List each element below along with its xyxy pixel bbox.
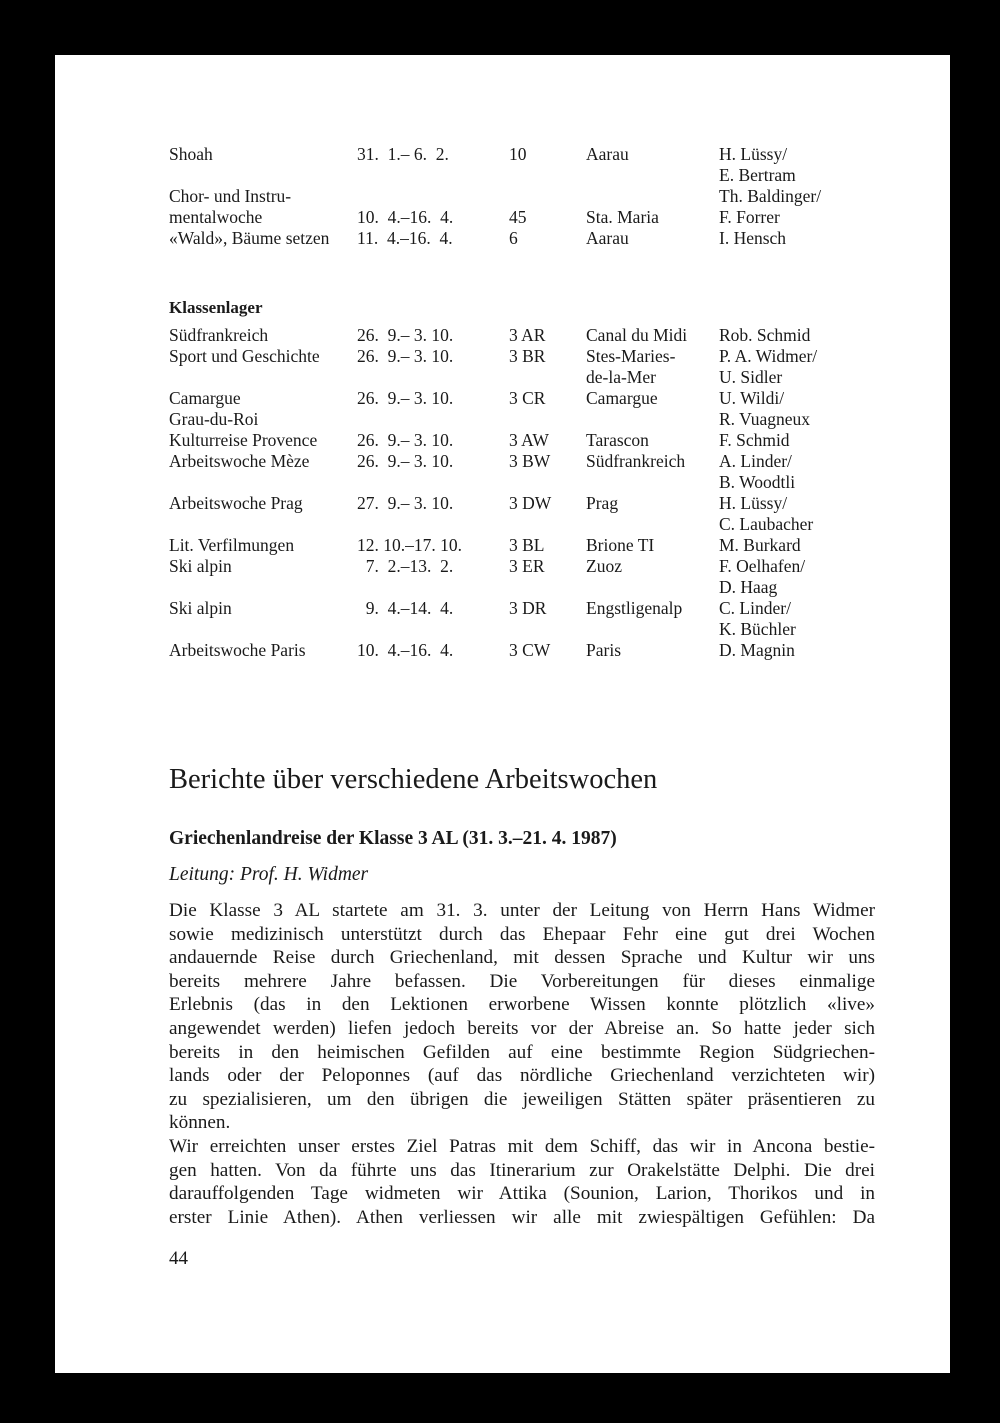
leader-name: F. Schmid [719, 430, 790, 450]
body-line: sowie medizinisch unterstützt durch das Ehepaar Fehr eine gut drei Wochen [169, 923, 875, 945]
table-row [169, 493, 889, 514]
section-title: Berichte über verschiedene Arbeitswochen [169, 764, 658, 795]
class-code: 3 DR [509, 598, 547, 618]
klassenlager-table [169, 325, 889, 661]
activity-name: Lit. Verfilmungen [169, 535, 295, 555]
date-range: 26. 9.– 3. 10. [357, 325, 454, 345]
leader-name: H. Lüssy/ [719, 493, 788, 513]
date-range: 26. 9.– 3. 10. [357, 451, 454, 471]
table-row [169, 186, 889, 207]
activity-name: Camargue [169, 388, 241, 408]
table-row [169, 472, 889, 493]
body-line: darauffolgenden Tage widmeten wir Attika (Sounion, Larion, Thorikos und in [169, 1183, 875, 1205]
body-line: Wir erreichten unser erstes Ziel Patras mit dem Schiff, das wir in Ancona bestie- [169, 1135, 875, 1157]
location: Brione TI [586, 535, 655, 555]
date-range: 27. 9.– 3. 10. [357, 493, 454, 513]
location: Tarascon [586, 430, 649, 450]
leader-name: R. Vuagneux [719, 409, 810, 429]
location: Canal du Midi [586, 325, 688, 345]
location: Engstligenalp [586, 598, 683, 618]
leader-name: F. Forrer [719, 207, 780, 227]
activity-name: Ski alpin [169, 556, 232, 576]
class-code: 3 CR [509, 388, 546, 408]
table-row [169, 619, 889, 640]
table-row [169, 207, 889, 228]
location: Südfrankreich [586, 451, 686, 471]
date-range: 10. 4.–16. 4. [357, 207, 454, 227]
location: Aarau [586, 228, 629, 248]
table-row [169, 228, 889, 249]
table-row [169, 535, 889, 556]
leader-name: A. Linder/ [719, 451, 792, 471]
leader-name: I. Hensch [719, 228, 787, 248]
activity-name: Arbeitswoche Mèze [169, 451, 310, 471]
leader-name: B. Woodtli [719, 472, 796, 492]
body-line: lands oder der Peloponnes (auf das nördliche Griechenland verzichteten wir) [169, 1065, 875, 1087]
body-line: bereits in den heimischen Gefilden auf eine bestimmte Region Südgriechen- [169, 1041, 875, 1063]
activity-table [169, 144, 889, 249]
date-range: 10. 4.–16. 4. [357, 640, 454, 660]
leader-name: D. Haag [719, 577, 778, 597]
date-range: 11. 4.–16. 4. [357, 228, 453, 248]
class-code: 3 CW [509, 640, 551, 660]
class-code: 3 BL [509, 535, 545, 555]
body-line: erster Linie Athen). Athen verliessen wir alle mit zwiespältigen Gefühlen: Da [169, 1206, 875, 1228]
body-line: angewendet werden) liefen jedoch bereits vor der Abreise an. So hatte jeder sich [169, 1017, 875, 1039]
location: Aarau [586, 144, 629, 164]
activity-name: «Wald», Bäume setzen [169, 228, 330, 248]
class-code: 3 BR [509, 346, 546, 366]
leader-name: H. Lüssy/ [719, 144, 788, 164]
report-title: Griechenlandreise der Klasse 3 AL (31. 3.–21. 4. 1987) [169, 828, 617, 849]
location: Camargue [586, 388, 658, 408]
class-code: 45 [509, 207, 527, 227]
class-code: 10 [509, 144, 527, 164]
table-row [169, 430, 889, 451]
body-line: bereits mehrere Jahre befassen. Die Vorbereitungen für dieses einmalige [169, 970, 875, 992]
table-row [169, 451, 889, 472]
report-body [169, 899, 875, 1229]
table-row [169, 514, 889, 535]
table-row [169, 144, 889, 165]
location: Sta. Maria [586, 207, 659, 227]
date-range: 31. 1.– 6. 2. [357, 144, 449, 164]
date-range: 7. 2.–13. 2. [357, 556, 454, 576]
date-range: 9. 4.–14. 4. [357, 598, 454, 618]
activity-name: Arbeitswoche Paris [169, 640, 306, 660]
date-range: 26. 9.– 3. 10. [357, 388, 454, 408]
leader-name: U. Sidler [719, 367, 783, 387]
leader-name: U. Wildi/ [719, 388, 785, 408]
date-range: 26. 9.– 3. 10. [357, 346, 454, 366]
table-row [169, 388, 889, 409]
class-code: 3 DW [509, 493, 552, 513]
location: Stes-Maries- [586, 346, 676, 366]
activity-name: Ski alpin [169, 598, 232, 618]
activity-name: Südfrankreich [169, 325, 269, 345]
table-row [169, 346, 889, 367]
leader-name: M. Burkard [719, 535, 801, 555]
activity-name: Sport und Geschichte [169, 346, 320, 366]
class-code: 6 [509, 228, 518, 248]
class-code: 3 BW [509, 451, 551, 471]
table-row [169, 367, 889, 388]
table-row [169, 325, 889, 346]
location: de-la-Mer [586, 367, 656, 387]
page [55, 55, 950, 1373]
activity-name: Kulturreise Provence [169, 430, 318, 450]
date-range: 26. 9.– 3. 10. [357, 430, 454, 450]
activity-name: Shoah [169, 144, 213, 164]
leader-name: Rob. Schmid [719, 325, 811, 345]
activity-name: Grau-du-Roi [169, 409, 259, 429]
activity-name: Arbeitswoche Prag [169, 493, 303, 513]
leader-name: Th. Baldinger/ [719, 186, 822, 206]
leader-name: D. Magnin [719, 640, 795, 660]
table-row [169, 409, 889, 430]
table-row [169, 556, 889, 577]
leader-name: P. A. Widmer/ [719, 346, 818, 366]
table-row [169, 640, 889, 661]
leader-name: C. Laubacher [719, 514, 814, 534]
activity-name: mentalwoche [169, 207, 263, 227]
activity-name: Chor- und Instru- [169, 186, 292, 206]
body-line: andauernde Reise durch Griechenland, mit dessen Sprache und Kultur wir uns [169, 947, 875, 969]
body-line: können. [169, 1112, 231, 1134]
leader-name: F. Oelhafen/ [719, 556, 806, 576]
class-code: 3 AR [509, 325, 546, 345]
class-code: 3 AW [509, 430, 549, 450]
body-line: zu spezialisieren, um den übrigen die jeweiligen Stätten später präsentieren zu [169, 1088, 875, 1110]
body-line: Die Klasse 3 AL startete am 31. 3. unter der Leitung von Herrn Hans Widmer [169, 900, 875, 921]
klassenlager-heading: Klassenlager [169, 298, 263, 317]
table-row [169, 165, 889, 186]
body-line: gen hatten. Von da führte uns das Itinerarium zur Orakelstätte Delphi. Die drei [169, 1159, 875, 1181]
body-line: Erlebnis (das in den Lektionen erworbene Wissen konnte plötzlich «live» [169, 994, 875, 1016]
class-code: 3 ER [509, 556, 545, 576]
leader-name: K. Büchler [719, 619, 796, 639]
page-number: 44 [169, 1248, 188, 1269]
location: Zuoz [586, 556, 622, 576]
location: Prag [586, 493, 619, 513]
date-range: 12. 10.–17. 10. [357, 535, 462, 555]
location: Paris [586, 640, 621, 660]
leader-name: E. Bertram [719, 165, 796, 185]
table-row [169, 598, 889, 619]
table-row [169, 577, 889, 598]
leader-name: C. Linder/ [719, 598, 791, 618]
report-leader: Leitung: Prof. H. Widmer [169, 864, 369, 885]
